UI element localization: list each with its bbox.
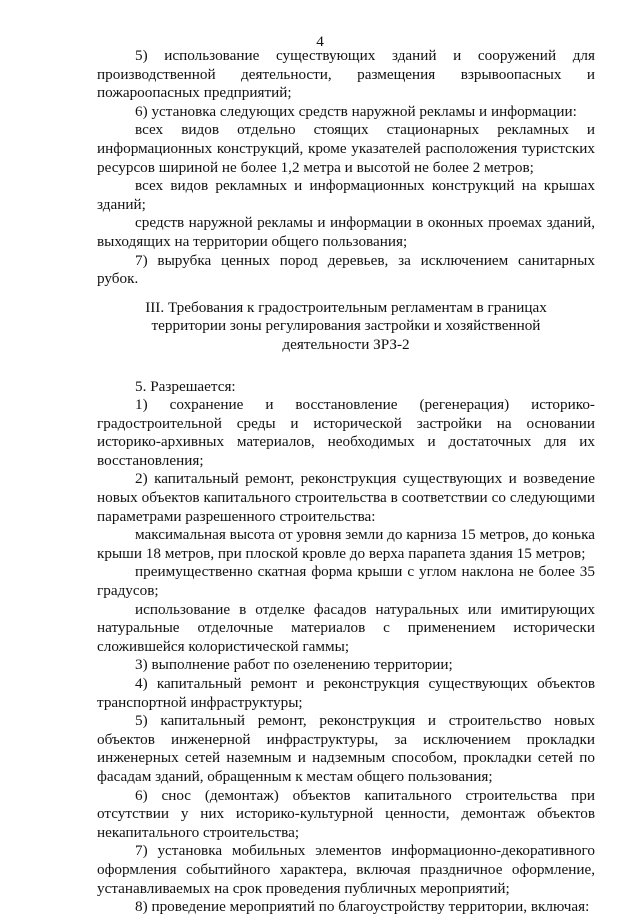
section-intro: 5. Разрешается: [135, 377, 236, 395]
list-item: 6) установка следующих средств наружной рекламы и информации: [135, 102, 577, 120]
list-item: 7) установка мобильных элементов информационно-декоративного оформления событийного характера, включая праздничное оформление, устанавливаемых на срок проведения публичных мероприятий; [97, 842, 595, 897]
list-item: 4) капитальный ремонт и реконструкция существующих объектов транспортной инфраструктуры; [97, 675, 595, 711]
list-item: преимущественно скатная форма крыши с углом наклона не более 35 градусов; [97, 563, 595, 600]
list-item: 1) сохранение и восстановление (регенерация) историко-градостроительной среды и исторической застройки на основании историко-архивных материалов, необходимых и достаточных для их восстановления; [97, 396, 595, 469]
list-item: 3) выполнение работ по озеленению территории; [135, 656, 453, 674]
list-item: максимальная высота от уровня земли до карниза 15 метров, до конька крыши 18 метров, при плоской кровле до верха парапета здания 15 метров; [97, 526, 595, 562]
list-item: средств наружной рекламы и информации в оконных проемах зданий, выходящих на территории общего пользования; [97, 214, 595, 250]
page-number: 4 [316, 33, 324, 50]
document-body [97, 47, 595, 917]
list-item: 6) снос (демонтаж) объектов капитального строительства при отсутствии у них историко-культурной ценности, демонтаж объектов некапитального строительства; [97, 786, 595, 841]
list-item: использование в отделке фасадов натуральных или имитирующих натуральные отделочные материалов с применением исторически сложившейся колористической гаммы; [97, 600, 595, 655]
list-item: всех видов отдельно стоящих стационарных рекламных и информационных конструкций, кроме указателей расположения туристских ресурсов шириной не более 1,2 метра и высотой не более 2 метров; [97, 121, 595, 176]
list-item: 5) использование существующих зданий и сооружений для производственной деятельности, размещения взрывоопасных и пожароопасных предприятий; [97, 47, 595, 102]
list-item: 8) проведение мероприятий по благоустройству территории, включая: [135, 898, 590, 916]
list-item: всех видов рекламных и информационных конструкций на крышах зданий; [97, 177, 595, 213]
list-item: 7) вырубка ценных пород деревьев, за исключением санитарных рубок. [97, 251, 595, 288]
section-heading: III. Требования к градостроительным регламентам в границах территории зоны регулирования застройки и хозяйственной деятельности ЗРЗ-2 [145, 298, 547, 353]
list-item: 5) капитальный ремонт, реконструкция и строительство новых объектов инженерной инфраструктуры, за исключением прокладки инженерных сетей наземным и надземным способом, прокладки сетей по фасадам зданий, обращенным к местам общего пользования; [97, 712, 595, 785]
list-item: 2) капитальный ремонт, реконструкция существующих и возведение новых объектов капитального строительства в соответствии со следующими параметрами разрешенного строительства: [97, 470, 595, 525]
